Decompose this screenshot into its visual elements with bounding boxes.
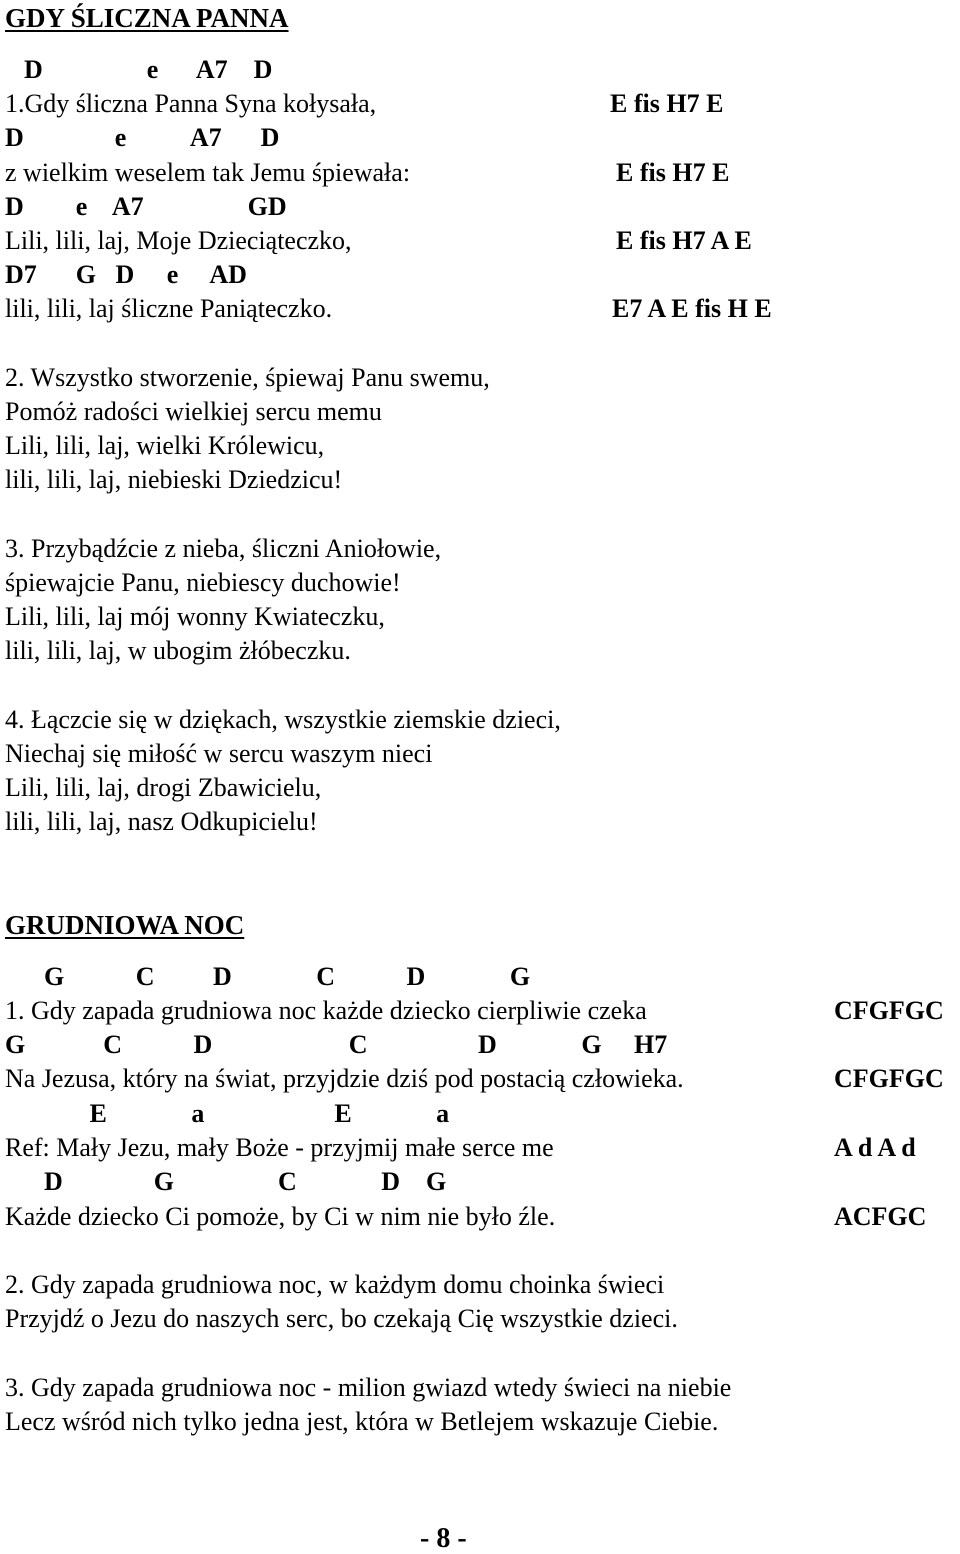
song1-chord-line-2: D e A7 D <box>5 123 280 152</box>
song1-verse2-line-2: Pomóż radości wielkiej sercu memu <box>5 397 382 426</box>
song2-alt-chords-1: CFGFGC <box>834 996 944 1025</box>
song1-alt-chords-1: E fis H7 E <box>610 89 724 118</box>
song1-title: GDY ŚLICZNA PANNA <box>5 3 289 33</box>
song1-verse4-line-1: 4. Łączcie się w dziękach, wszystkie ziemskie dzieci, <box>5 705 561 734</box>
song1-alt-chords-4: E7 A E fis H E <box>612 294 772 323</box>
song1-alt-chords-2: E fis H7 E <box>616 158 730 187</box>
song2-lyric-line-2: Na Jezusa, który na świat, przyjdzie dziś pod postacią człowieka. <box>5 1064 684 1093</box>
song2-verse2-line-2: Przyjdź o Jezu do naszych serc, bo czekają Cię wszystkie dzieci. <box>5 1304 678 1333</box>
page-number: - 8 - <box>420 1523 467 1554</box>
song2-verse2-line-1: 2. Gdy zapada grudniowa noc, w każdym domu choinka świeci <box>5 1270 665 1299</box>
song2-chord-line-4: D G C D G <box>5 1167 447 1196</box>
song1-lyric-line-2: z wielkim weselem tak Jemu śpiewała: <box>5 158 411 187</box>
song1-verse2-line-3: Lili, lili, laj, wielki Królewicu, <box>5 431 325 460</box>
song1-chord-line-4: D7 G D e AD <box>5 260 247 289</box>
song1-verse4-line-4: lili, lili, laj, nasz Odkupicielu! <box>5 807 318 836</box>
song2-alt-chords-2: CFGFGC <box>834 1064 944 1093</box>
song2-chord-line-2: G C D C D G H7 <box>5 1030 668 1059</box>
song1-verse2-line-1: 2. Wszystko stworzenie, śpiewaj Panu swemu, <box>5 363 490 392</box>
song2-lyric-line-4: Każde dziecko Ci pomoże, by Ci w nim nie było źle. <box>5 1202 556 1231</box>
song2-lyric-line-3: Ref: Mały Jezu, mały Boże - przyjmij małe serce me <box>5 1133 554 1162</box>
song1-verse3-line-1: 3. Przybądźcie z nieba, śliczni Aniołowie, <box>5 534 442 563</box>
song1-verse3-line-2: śpiewajcie Panu, niebiescy duchowie! <box>5 568 401 597</box>
song1-chord-line-1: D e A7 D <box>24 55 273 84</box>
song1-verse4-line-2: Niechaj się miłość w sercu waszym nieci <box>5 739 433 768</box>
song2-verse3-line-2: Lecz wśród nich tylko jedna jest, która w Betlejem wskazuje Ciebie. <box>5 1407 719 1436</box>
song1-alt-chords-3: E fis H7 A E <box>616 226 752 255</box>
song1-verse3-line-3: Lili, lili, laj mój wonny Kwiateczku, <box>5 602 385 631</box>
song2-title: GRUDNIOWA NOC <box>5 910 245 940</box>
song2-alt-chords-3: A d A d <box>834 1133 916 1162</box>
song1-lyric-line-3: Lili, lili, laj, Moje Dzieciąteczko, <box>5 226 352 255</box>
song2-chord-line-3: E a E a <box>5 1099 450 1128</box>
song2-lyric-line-1: 1. Gdy zapada grudniowa noc każde dziecko cierpliwie czeka <box>5 996 647 1025</box>
song1-lyric-line-4: lili, lili, laj śliczne Paniąteczko. <box>5 294 333 323</box>
song1-chord-line-3: D e A7 GD <box>5 192 287 221</box>
song2-verse3-line-1: 3. Gdy zapada grudniowa noc - milion gwiazd wtedy świeci na niebie <box>5 1373 732 1402</box>
song2-chord-line-1: G C D C D G <box>5 962 531 991</box>
song2-alt-chords-4: ACFGC <box>834 1202 927 1231</box>
song1-verse3-line-4: lili, lili, laj, w ubogim żłóbeczku. <box>5 636 351 665</box>
song1-lyric-line-1: 1.Gdy śliczna Panna Syna kołysała, <box>5 89 377 118</box>
song1-verse4-line-3: Lili, lili, laj, drogi Zbawicielu, <box>5 773 322 802</box>
song1-verse2-line-4: lili, lili, laj, niebieski Dziedzicu! <box>5 465 343 494</box>
